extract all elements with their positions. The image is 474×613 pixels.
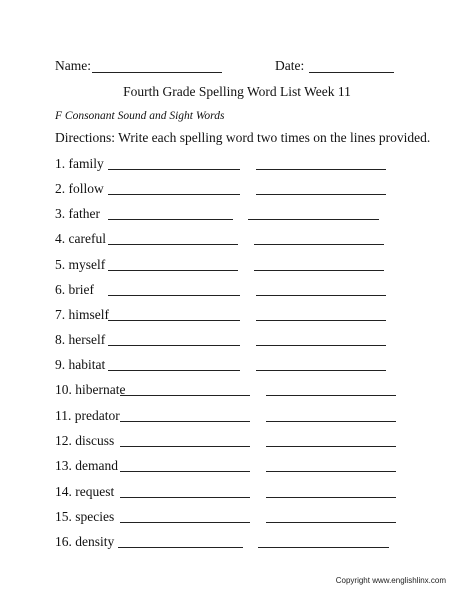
write-line-1[interactable]: [120, 446, 250, 447]
word-label: 6. brief: [55, 282, 94, 297]
write-line-2[interactable]: [256, 345, 386, 346]
write-line-1[interactable]: [108, 370, 240, 371]
write-line-2[interactable]: [256, 295, 386, 296]
write-line-2[interactable]: [266, 522, 396, 523]
write-line-1[interactable]: [108, 244, 238, 245]
write-line-2[interactable]: [266, 471, 396, 472]
write-line-2[interactable]: [266, 421, 396, 422]
page-subtitle: F Consonant Sound and Sight Words: [55, 110, 225, 122]
write-line-1[interactable]: [108, 219, 233, 220]
date-field[interactable]: [309, 72, 394, 73]
write-line-1[interactable]: [108, 169, 240, 170]
write-line-2[interactable]: [266, 395, 396, 396]
word-label: 1. family: [55, 156, 104, 171]
word-label: 12. discuss: [55, 433, 115, 448]
word-label: 4. careful: [55, 231, 106, 246]
page-title: Fourth Grade Spelling Word List Week 11: [123, 84, 351, 99]
write-line-2[interactable]: [256, 169, 386, 170]
write-line-1[interactable]: [108, 270, 238, 271]
write-line-2[interactable]: [254, 270, 384, 271]
write-line-2[interactable]: [254, 244, 384, 245]
write-line-2[interactable]: [256, 194, 386, 195]
copyright-text: Copyright www.englishlinx.com: [335, 576, 446, 585]
word-label: 2. follow: [55, 181, 104, 196]
write-line-2[interactable]: [266, 497, 396, 498]
name-label: Name:: [55, 58, 91, 73]
write-line-1[interactable]: [108, 194, 240, 195]
write-line-2[interactable]: [258, 547, 389, 548]
date-label: Date:: [275, 58, 305, 73]
write-line-1[interactable]: [120, 471, 250, 472]
write-line-1[interactable]: [108, 320, 240, 321]
write-line-1[interactable]: [118, 547, 243, 548]
word-label: 7. himself: [55, 307, 109, 322]
word-label: 10. hibernate: [55, 382, 126, 397]
write-line-1[interactable]: [108, 345, 240, 346]
write-line-1[interactable]: [120, 421, 250, 422]
word-label: 14. request: [55, 484, 115, 499]
word-label: 16. density: [55, 534, 115, 549]
word-label: 15. species: [55, 509, 115, 524]
write-line-1[interactable]: [108, 295, 240, 296]
write-line-2[interactable]: [256, 370, 386, 371]
directions-text: Directions: Write each spelling word two times on the lines provided.: [55, 130, 431, 145]
write-line-1[interactable]: [120, 497, 250, 498]
word-label: 13. demand: [55, 458, 118, 473]
name-field[interactable]: [92, 72, 222, 73]
write-line-2[interactable]: [248, 219, 379, 220]
word-label: 8. herself: [55, 332, 106, 347]
write-line-2[interactable]: [256, 320, 386, 321]
write-line-1[interactable]: [120, 522, 250, 523]
word-label: 3. father: [55, 206, 100, 221]
write-line-1[interactable]: [120, 395, 250, 396]
word-label: 5. myself: [55, 257, 106, 272]
word-label: 9. habitat: [55, 357, 106, 372]
write-line-2[interactable]: [266, 446, 396, 447]
word-label: 11. predator: [55, 408, 120, 423]
